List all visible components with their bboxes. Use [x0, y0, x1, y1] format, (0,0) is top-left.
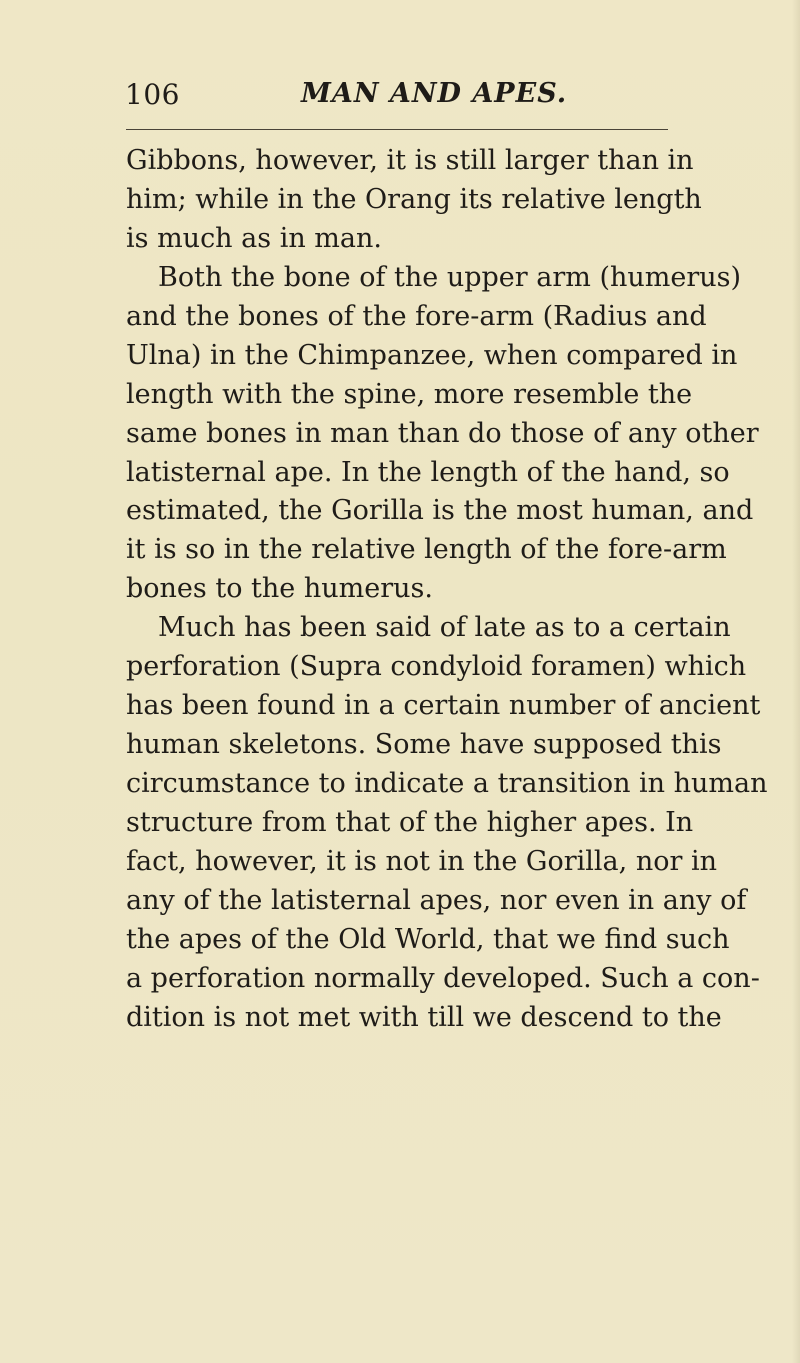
text-line: it is so in the relative length of the fore-arm [126, 534, 727, 566]
text-line: latisternal ape. In the length of the hand, so [126, 456, 730, 488]
text-line: Gibbons, however, it is still larger than in [126, 145, 694, 176]
running-head [125, 78, 669, 126]
text-line: structure from that of the higher apes. In [126, 806, 694, 838]
header-rule [126, 129, 668, 130]
text-line: dition is not met with till we descend to the [126, 1001, 722, 1033]
text-line: Ulna) in the Chimpanzee, when compared in [126, 339, 738, 371]
text-line: Both the bone of the upper arm (humerus) [158, 261, 742, 293]
text-line: perforation (Supra condyloid foramen) which [126, 651, 747, 683]
text-line: him; while in the Orang its relative length [126, 183, 702, 215]
text-line: same bones in man than do those of any other [126, 417, 759, 449]
text-line: circumstance to indicate a transition in human [126, 768, 768, 799]
text-line: estimated, the Gorilla is the most human, and [126, 495, 754, 527]
text-line: the apes of the Old World, that we find such [126, 923, 730, 955]
text-line: and the bones of the fore-arm (Radius and [126, 300, 707, 332]
body-text [126, 142, 768, 1038]
running-title: MAN AND APES. [301, 78, 568, 109]
text-line: fact, however, it is not in the Gorilla, nor in [126, 845, 717, 877]
text-line: Much has been said of late as to a certain [158, 612, 731, 644]
text-line: bones to the humerus. [126, 573, 433, 605]
text-line: human skeletons. Some have supposed this [126, 729, 722, 761]
paper-edge-shading [792, 0, 800, 1363]
page-number: 106 [125, 78, 180, 111]
text-line: length with the spine, more resemble the [126, 378, 693, 410]
text-line: has been found in a certain number of ancient [126, 690, 761, 722]
text-line: is much as in man. [126, 222, 382, 254]
text-line: any of the latisternal apes, nor even in any of [126, 884, 747, 916]
text-line: a perforation normally developed. Such a con- [126, 962, 760, 994]
